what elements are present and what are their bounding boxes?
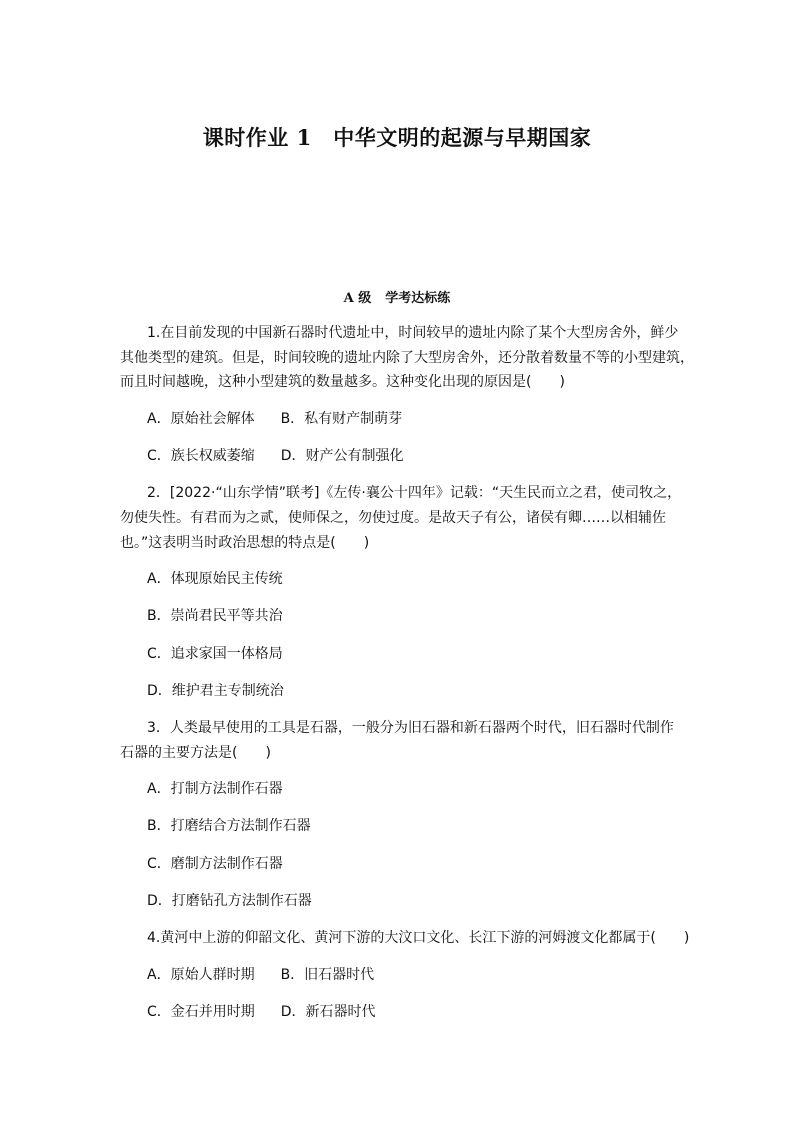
question-1-option-d[interactable]: D．财产公有制强化 xyxy=(280,448,404,464)
section-name: 学考达标练 xyxy=(385,291,451,306)
question-4-line-1: 4.黄河中上游的仰韶文化、黄河下游的大汶口文化、长江下游的河姆渡文化都属于( ) xyxy=(147,930,690,946)
question-4-option-d[interactable]: D．新石器时代 xyxy=(280,1004,376,1020)
question-1-option-a[interactable]: A．原始社会解体 xyxy=(147,411,255,427)
question-2-option-b[interactable]: B．崇尚君民平等共治 xyxy=(147,608,283,624)
question-4-option-a[interactable]: A．原始人群时期 xyxy=(147,967,255,983)
question-2-option-a[interactable]: A．体现原始民主传统 xyxy=(147,571,283,587)
question-1-line-1: 1.在目前发现的中国新石器时代遗址中，时间较早的遗址内除了某个大型房舍外，鲜少 xyxy=(147,325,679,341)
question-1-line-3: 而且时间越晚，这种小型建筑的数量越多。这种变化出现的原因是( ) xyxy=(120,374,565,390)
question-4-option-b[interactable]: B．旧石器时代 xyxy=(280,967,375,983)
question-4-option-c[interactable]: C．金石并用时期 xyxy=(147,1004,255,1020)
question-1-options-row-1 xyxy=(147,410,402,428)
question-3-line-2: 石器的主要方法是( ) xyxy=(120,745,271,761)
question-3-line-1: 3．人类最早使用的工具是石器，一般分为旧石器和新石器两个时代，旧石器时代制作 xyxy=(147,720,674,736)
question-2-line-3: 也。”这表明当时政治思想的特点是( ) xyxy=(120,535,370,551)
question-3-option-c[interactable]: C．磨制方法制作石器 xyxy=(147,856,283,872)
section-level: A 级 xyxy=(343,291,372,306)
page-title: 课时作业 1 中华文明的起源与早期国家 xyxy=(202,125,592,150)
question-1-option-b[interactable]: B．私有财产制萌芽 xyxy=(280,411,403,427)
question-3-option-b[interactable]: B．打磨结合方法制作石器 xyxy=(147,818,311,834)
question-1-options-row-2 xyxy=(147,447,404,465)
section-heading xyxy=(0,287,794,306)
question-2-option-c[interactable]: C．追求家国一体格局 xyxy=(147,646,283,662)
question-2-line-2: 勿使失性。有君而为之贰，使师保之，勿使过度。是故天子有公，诸侯有卿……以相辅佐 xyxy=(120,510,666,526)
question-3-option-a[interactable]: A．打制方法制作石器 xyxy=(147,781,283,797)
question-1-line-2: 其他类型的建筑。但是，时间较晚的遗址内除了大型房舍外，还分散着数量不等的小型建筑， xyxy=(120,350,694,366)
question-1-option-c[interactable]: C．族长权威萎缩 xyxy=(147,448,255,464)
question-4-options-row-1 xyxy=(147,966,374,984)
question-2-option-d[interactable]: D．维护君主专制统治 xyxy=(147,683,284,699)
question-4-options-row-2 xyxy=(147,1003,376,1021)
question-3-option-d[interactable]: D．打磨钻孔方法制作石器 xyxy=(147,893,312,909)
question-2-line-1: 2．[2022·“山东学情”联考]《左传·襄公十四年》记载：“天生民而立之君，使司牧之， xyxy=(147,485,682,501)
